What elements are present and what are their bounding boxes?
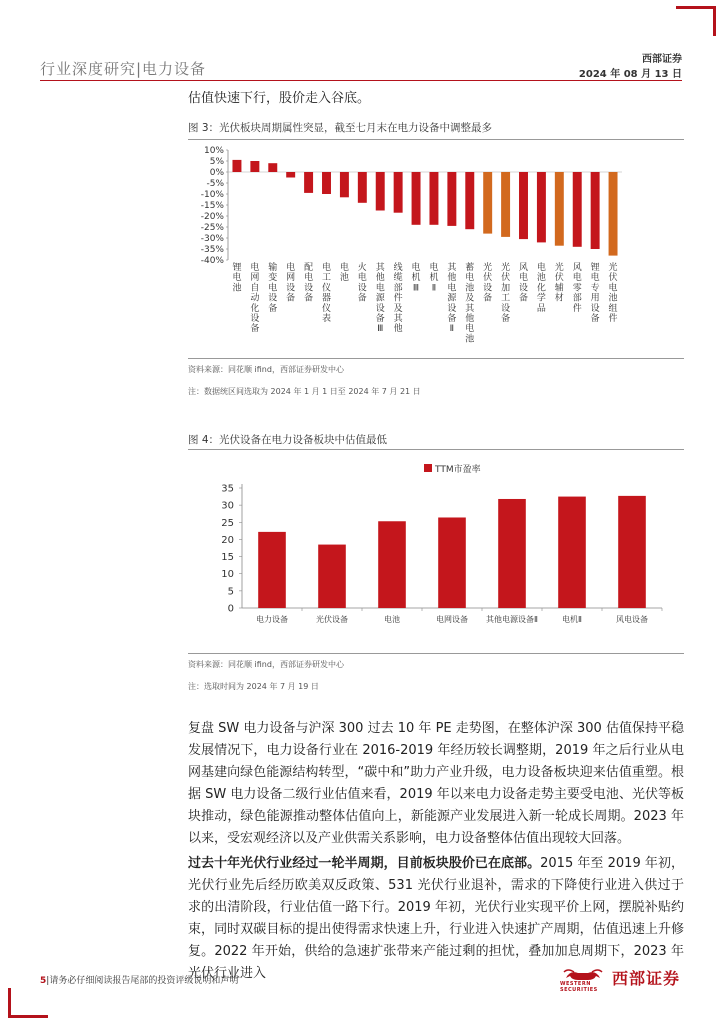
- bar: [429, 172, 438, 225]
- x-tick-label: 光伏辅材: [554, 263, 564, 304]
- body-paragraph-1: 复盘 SW 电力设备与沪深 300 过去 10 年 PE 走势图，在整体沪深 300 估值保持平稳发展情况下，电力设备行业在 2016-2019 年经历较长调整期，2019 年之后行业从电网基建向绿色能源结构转型，“碳中和”助力产业升级，电力设备板块迎来估值重塑。根据 SW 电力设备二级行业估值来看，2019 年以来电力设备走势主要受电池、光伏等板块推动，绿色能源推动整体估值向上，新能源产业发展进入新一轮成长周期。2023 年以来，受宏观经济以及产业供需关系影响，电力设备整体估值出现较大回落。: [188, 721, 684, 846]
- bar: [609, 172, 618, 256]
- y-tick-label: 5: [227, 586, 234, 598]
- bar: [501, 172, 510, 237]
- bar: [591, 172, 600, 249]
- x-tick-label: 其他电源设备Ⅱ: [486, 615, 538, 624]
- x-tick-label: 线缆部件及其他: [393, 263, 403, 335]
- x-tick-label: 光伏设备: [483, 263, 493, 304]
- y-tick-label: 30: [221, 500, 234, 512]
- y-tick-label: 0: [227, 603, 234, 615]
- x-tick-label: 锂电池: [232, 263, 242, 294]
- y-tick-label: 10: [221, 569, 234, 581]
- bar: [519, 172, 528, 239]
- bar: [258, 532, 286, 608]
- bar: [358, 172, 367, 203]
- figure3-top-rule: [188, 139, 684, 140]
- header-date: 2024 年 08 月 13 日: [578, 69, 682, 80]
- figure3-chart: [188, 142, 684, 357]
- bar: [322, 172, 331, 194]
- x-tick-label: 电网设备: [286, 263, 296, 304]
- legend-label: TTM市盈率: [435, 465, 481, 475]
- x-tick-label: 风电零部件: [572, 263, 582, 314]
- bar: [618, 496, 646, 608]
- bar: [378, 521, 406, 608]
- y-tick-label: 5%: [209, 157, 224, 167]
- x-tick-label: 其他电源设备 Ⅲ: [375, 263, 385, 335]
- logo-text: 西部证券: [611, 969, 680, 988]
- x-tick-label: 光伏电池组件: [608, 263, 618, 324]
- figure3-source: 资料来源：同花顺 ifind，西部证券研发中心: [188, 365, 344, 374]
- frame-corner-bottom-left: [8, 988, 48, 1018]
- figure4-bottom-rule: [188, 653, 684, 654]
- figure3-title: 图 3：光伏板块周期属性突显，截至七月末在电力设备中调整最多: [188, 122, 493, 134]
- x-tick-label: 输变电设备: [268, 263, 278, 314]
- bar: [558, 497, 586, 608]
- logo-subtitle: WESTERN SECURITIES: [559, 980, 598, 993]
- bar: [394, 172, 403, 213]
- y-tick-label: -5%: [206, 179, 224, 189]
- bar: [447, 172, 456, 226]
- figure4-note: 注：选取时间为 2024 年 7 月 19 日: [188, 682, 319, 691]
- bar: [465, 172, 474, 229]
- bar: [232, 160, 241, 172]
- x-tick-label: 电池化学品: [536, 263, 546, 314]
- y-tick-label: 15: [221, 552, 234, 564]
- figure4-chart: [188, 452, 684, 650]
- bar: [304, 172, 313, 193]
- x-tick-label: 电机 Ⅱ: [429, 263, 439, 294]
- y-tick-label: -15%: [200, 201, 224, 211]
- body-paragraph-2-text: 2015 年至 2019 年初，光伏行业先后经历欧美双反政策、531 光伏行业退补，需求的下降使行业进入供过于求的出清阶段，行业估值一路下行。2019 年初，光伏行业实现平价上网，摆脱补贴约束，同时双碳目标的提出使得需求快速上升，行业进入快速扩产周期，估值迅速上升修复。2022 年开始，供给的急速扩张带来产能过剩的担忧，叠加加息周期下，2023 年光伏行业进入: [188, 856, 684, 981]
- y-tick-label: 10%: [203, 146, 224, 156]
- y-tick-label: 25: [221, 517, 234, 529]
- bar: [555, 172, 564, 246]
- bar: [483, 172, 492, 234]
- bar: [498, 499, 526, 608]
- x-tick-label: 风电设备: [616, 615, 648, 624]
- body-paragraph-2-lead: 过去十年光伏行业经过一轮半周期，目前板块股价已在底部。: [188, 856, 541, 871]
- header-company: 西部证券: [642, 54, 682, 65]
- footer-disclaimer: 5|请务必仔细阅读报告尾部的投资评级说明和声明: [40, 976, 239, 986]
- y-tick-label: -20%: [200, 212, 224, 222]
- page-number: 5: [40, 976, 47, 986]
- figure3-bottom-rule: [188, 358, 684, 359]
- bar: [268, 163, 277, 172]
- y-tick-label: 35: [221, 483, 234, 495]
- y-tick-label: -10%: [200, 190, 224, 200]
- y-tick-label: -25%: [200, 223, 224, 233]
- company-logo: [559, 966, 680, 993]
- x-tick-label: 电力设备: [256, 615, 288, 624]
- legend-swatch: [424, 464, 432, 472]
- y-tick-label: 0%: [209, 168, 224, 178]
- x-tick-label: 电机 Ⅲ: [411, 263, 421, 294]
- y-tick-label: -30%: [200, 234, 224, 244]
- bar: [412, 172, 421, 225]
- disclaimer-text: 请务必仔细阅读报告尾部的投资评级说明和声明: [49, 976, 239, 986]
- x-tick-label: 电池: [339, 263, 349, 284]
- x-tick-label: 光伏设备: [316, 615, 348, 624]
- x-tick-label: 配电设备: [304, 263, 314, 304]
- x-tick-label: 风电设备: [518, 263, 529, 304]
- bar: [376, 172, 385, 211]
- x-tick-label: 光伏加工设备: [501, 263, 511, 324]
- bull-logo-icon: [559, 967, 606, 993]
- figure4-top-rule: [188, 449, 684, 450]
- x-tick-label: 火电设备: [357, 263, 367, 304]
- figure4-source: 资料来源：同花顺 ifind，西部证券研发中心: [188, 660, 344, 669]
- y-tick-label: -40%: [200, 256, 224, 266]
- x-tick-label: 电网设备: [436, 615, 468, 624]
- header-section: 行业深度研究|电力设备: [40, 60, 207, 78]
- bar: [340, 172, 349, 197]
- y-tick-label: -35%: [200, 245, 224, 255]
- x-tick-label: 电池: [384, 615, 400, 624]
- bar: [286, 172, 295, 178]
- x-tick-label: 电机Ⅱ: [562, 615, 582, 624]
- header-divider: [40, 80, 682, 81]
- bar: [537, 172, 546, 242]
- bar: [573, 172, 582, 247]
- y-tick-label: 20: [221, 534, 234, 546]
- x-tick-label: 电工仪器仪表: [321, 263, 332, 324]
- x-tick-label: 蓄电池及其他电池: [465, 263, 475, 345]
- frame-corner-top-right: [676, 6, 716, 36]
- figure4-title: 图 4：光伏设备在电力设备板块中估值最低: [188, 434, 388, 446]
- x-tick-label: 其他电源设备 Ⅱ: [447, 263, 457, 335]
- bar: [250, 161, 259, 172]
- x-tick-label: 电网自动化设备: [250, 263, 260, 335]
- x-tick-label: 锂电专用设备: [590, 263, 600, 324]
- figure3-note: 注：数据统区间选取为 2024 年 1 月 1 日至 2024 年 7 月 21 日: [188, 387, 421, 396]
- intro-text: 估值快速下行，股价走入谷底。: [188, 91, 371, 106]
- bar: [438, 517, 466, 608]
- bar: [318, 545, 346, 608]
